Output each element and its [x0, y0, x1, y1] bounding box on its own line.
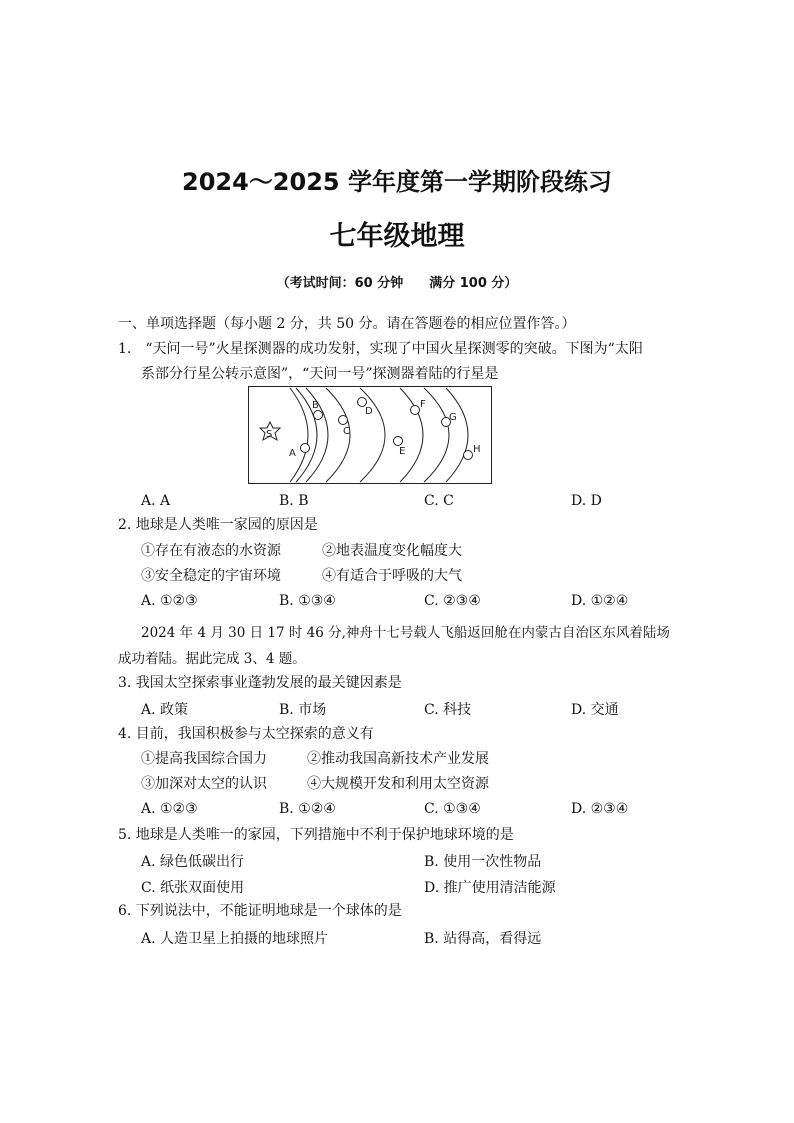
q1-option-b[interactable]: B. B [279, 493, 309, 509]
orbit-1 [290, 388, 308, 482]
q2-option-b[interactable]: B. ①③④ [279, 593, 336, 609]
q1-stem-line1: 1. “天问一号”火星探测器的成功发射，实现了中国火星探测零的突破。下图为“太阳 [118, 341, 643, 357]
q4-stem: 4. 目前，我国积极参与太空探索的意义有 [118, 726, 374, 742]
passage-line2: 成功着陆。据此完成 3、4 题。 [118, 651, 306, 667]
q2-item-1: ①存在有液态的水资源 [141, 543, 281, 559]
q1-option-a[interactable]: A. A [141, 493, 171, 509]
q5-option-a[interactable]: A. 绿色低碳出行 [141, 854, 245, 870]
planet-h [464, 451, 473, 460]
passage-line1: 2024 年 4 月 30 日 17 时 46 分,神舟十七号载人飞船返回舱在内蒙古自治区东风着陆场 [141, 625, 670, 641]
label-a: A [289, 448, 296, 459]
q4-item-1: ①提高我国综合国力 [141, 751, 267, 767]
diagram-frame [249, 387, 492, 484]
q2-option-a[interactable]: A. ①②③ [141, 593, 198, 609]
q4-option-d[interactable]: D. ②③④ [571, 801, 629, 817]
label-h: H [473, 444, 481, 455]
label-b: B [312, 400, 319, 411]
q4-item-2: ②推动我国高新技术产业发展 [307, 751, 489, 767]
label-f: F [420, 399, 426, 410]
q3-stem: 3. 我国太空探索事业蓬勃发展的最关键因素是 [118, 675, 402, 691]
q4-item-4: ④大规模开发和利用太空资源 [307, 776, 489, 792]
exam-info: （考试时间：60 分钟 满分 100 分） [276, 276, 518, 291]
q2-option-d[interactable]: D. ①②④ [571, 593, 629, 609]
q4-item-3: ③加深对太空的认识 [141, 776, 267, 792]
q6-option-a[interactable]: A. 人造卫星上拍摄的地球照片 [141, 931, 329, 947]
q2-item-4: ④有适合于呼吸的大气 [322, 568, 462, 584]
label-g: G [449, 412, 457, 423]
q2-item-3: ③安全稳定的宇宙环境 [141, 568, 281, 584]
q3-option-a[interactable]: A. 政策 [141, 702, 189, 718]
q1-option-c[interactable]: C. C [424, 493, 454, 509]
section-heading: 一、单项选择题（每小题 2 分，共 50 分。请在答题卷的相应位置作答。） [118, 316, 576, 332]
q3-option-d[interactable]: D. 交通 [571, 702, 619, 718]
q1-stem-line2: 系部分行星公转示意图”，“天问一号”探测器着陆的行星是 [141, 366, 499, 382]
label-e: E [399, 446, 406, 457]
planet-c [339, 416, 348, 425]
q4-option-c[interactable]: C. ①③④ [424, 801, 481, 817]
planet-b [314, 411, 323, 420]
sun-label: S [266, 429, 273, 440]
label-c: C [343, 426, 350, 437]
planet-e [394, 437, 403, 446]
q4-option-a[interactable]: A. ①②③ [141, 801, 198, 817]
q5-stem: 5. 地球是人类唯一的家园，下列措施中不利于保护地球环境的是 [118, 827, 514, 843]
label-d: D [365, 406, 373, 417]
q2-stem: 2. 地球是人类唯一家园的原因是 [118, 517, 318, 533]
planet-a [301, 444, 310, 453]
exam-subject: 七年级地理 [329, 221, 465, 252]
q2-item-2: ②地表温度变化幅度大 [322, 543, 462, 559]
orbit-7 [424, 388, 449, 482]
q5-option-c[interactable]: C. 纸张双面使用 [141, 880, 245, 896]
q3-option-b[interactable]: B. 市场 [279, 702, 327, 718]
q5-option-b[interactable]: B. 使用一次性物品 [424, 854, 542, 870]
q2-option-c[interactable]: C. ②③④ [424, 593, 481, 609]
planet-f [411, 406, 420, 415]
exam-title: 2024～2025 学年度第一学期阶段练习 [182, 168, 612, 196]
q3-option-c[interactable]: C. 科技 [424, 702, 472, 718]
q5-option-d[interactable]: D. 推广使用清洁能源 [424, 880, 556, 896]
q4-option-b[interactable]: B. ①②④ [279, 801, 336, 817]
q1-option-d[interactable]: D. D [571, 493, 602, 509]
q6-stem: 6. 下列说法中，不能证明地球是一个球体的是 [118, 903, 402, 919]
solar-system-diagram [248, 386, 492, 484]
q6-option-b[interactable]: B. 站得高，看得远 [424, 931, 542, 947]
